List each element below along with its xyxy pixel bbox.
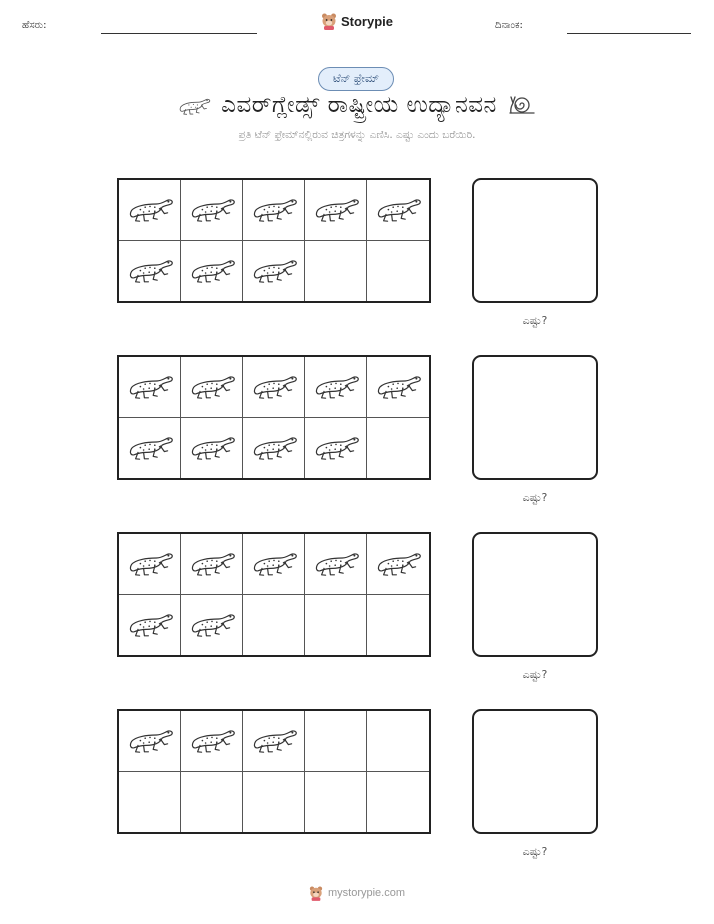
frame-cell xyxy=(243,711,305,772)
lizard-icon xyxy=(374,191,422,229)
frame-cell xyxy=(243,418,305,479)
worksheet-badge: ಟೆನ್ ಫ್ರೇಮ್ xyxy=(318,67,394,91)
lizard-icon xyxy=(374,368,422,406)
instructions: ಪ್ರತಿ ಟೆನ್ ಫ್ರೇಮ್‌ನಲ್ಲಿರುವ ಚಿತ್ರಗಳನ್ನು ಎಣಿಸಿ. ಎಷ್ಟು ಎಂದು ಬರೆಯಿರಿ. xyxy=(238,129,476,141)
footer-url: mystorypie.com xyxy=(327,887,406,899)
answer-label-3: ಎಷ್ಟು? xyxy=(522,668,548,681)
answer-label-4: ಎಷ್ಟು? xyxy=(522,845,548,858)
lizard-icon xyxy=(126,191,174,229)
answer-box-1[interactable] xyxy=(472,178,598,303)
frame-cell xyxy=(367,711,429,772)
answer-box-3[interactable] xyxy=(472,532,598,657)
frame-cell xyxy=(181,772,243,833)
frame-cell xyxy=(181,180,243,241)
frame-cell xyxy=(305,711,367,772)
frame-cell xyxy=(119,180,181,241)
frame-cell xyxy=(243,180,305,241)
ten-frame-4 xyxy=(117,709,431,834)
footer xyxy=(0,885,714,901)
date-label: ದಿನಾಂಕ: xyxy=(495,20,523,31)
frame-cell xyxy=(305,241,367,302)
lizard-icon xyxy=(188,545,236,583)
lizard-icon xyxy=(126,722,174,760)
frame-cell xyxy=(119,534,181,595)
frame-cell xyxy=(367,772,429,833)
title-row xyxy=(0,92,714,118)
lizard-icon xyxy=(250,429,298,467)
answer-label-2: ಎಷ್ಟು? xyxy=(522,491,548,504)
frame-cell xyxy=(367,180,429,241)
frame-cell xyxy=(367,534,429,595)
frame-cell xyxy=(119,772,181,833)
frame-cell xyxy=(367,357,429,418)
date-field[interactable] xyxy=(567,33,691,34)
brand-name: Storypie xyxy=(340,13,393,29)
lizard-icon xyxy=(250,252,298,290)
answer-box-4[interactable] xyxy=(472,709,598,834)
frame-cell xyxy=(305,772,367,833)
frame-cell xyxy=(119,711,181,772)
answer-label-1: ಎಷ್ಟು? xyxy=(522,314,548,327)
lizard-icon xyxy=(188,606,236,644)
lizard-icon xyxy=(126,429,174,467)
frame-cell xyxy=(305,534,367,595)
frame-cell xyxy=(305,180,367,241)
lizard-icon xyxy=(250,722,298,760)
lizard-icon xyxy=(188,722,236,760)
lizard-icon xyxy=(312,368,360,406)
lizard-icon xyxy=(188,368,236,406)
lizard-icon xyxy=(312,429,360,467)
lizard-icon xyxy=(188,252,236,290)
ten-frame-2 xyxy=(117,355,431,480)
lizard-icon xyxy=(126,252,174,290)
frame-cell xyxy=(243,241,305,302)
answer-box-2[interactable] xyxy=(472,355,598,480)
frame-cell xyxy=(181,357,243,418)
lizard-icon xyxy=(250,191,298,229)
frame-cell xyxy=(181,595,243,656)
frame-cell xyxy=(119,595,181,656)
lizard-icon xyxy=(312,191,360,229)
frame-cell xyxy=(181,711,243,772)
bear-icon xyxy=(309,885,323,901)
frame-cell xyxy=(243,357,305,418)
ten-frame-1 xyxy=(117,178,431,303)
frame-cell xyxy=(367,418,429,479)
lizard-icon xyxy=(312,545,360,583)
frame-cell xyxy=(243,534,305,595)
brand-logo xyxy=(0,12,714,30)
lizard-icon xyxy=(374,545,422,583)
frame-cell xyxy=(305,418,367,479)
frame-cell xyxy=(243,772,305,833)
frame-cell xyxy=(181,418,243,479)
lizard-icon xyxy=(126,606,174,644)
worksheet-title: ಎವರ್‌ಗ್ಲೇಡ್ಸ್ ರಾಷ್ಟ್ರೀಯ ಉದ್ಯಾನವನ xyxy=(221,92,497,118)
ten-frame-3 xyxy=(117,532,431,657)
frame-cell xyxy=(119,241,181,302)
frame-cell xyxy=(119,357,181,418)
lizard-icon xyxy=(250,368,298,406)
frame-cell xyxy=(181,241,243,302)
lizard-icon xyxy=(250,545,298,583)
frame-cell xyxy=(119,418,181,479)
frame-cell xyxy=(367,241,429,302)
frame-cell xyxy=(305,595,367,656)
bear-icon xyxy=(321,12,337,30)
lizard-icon xyxy=(188,191,236,229)
lizard-icon xyxy=(177,92,211,118)
lizard-icon xyxy=(126,545,174,583)
name-field[interactable] xyxy=(101,33,257,34)
frame-cell xyxy=(181,534,243,595)
frame-cell xyxy=(305,357,367,418)
snail-icon xyxy=(507,93,537,117)
lizard-icon xyxy=(126,368,174,406)
frame-cell xyxy=(243,595,305,656)
frame-cell xyxy=(367,595,429,656)
lizard-icon xyxy=(188,429,236,467)
name-label: ಹೆಸರು: xyxy=(22,20,47,31)
